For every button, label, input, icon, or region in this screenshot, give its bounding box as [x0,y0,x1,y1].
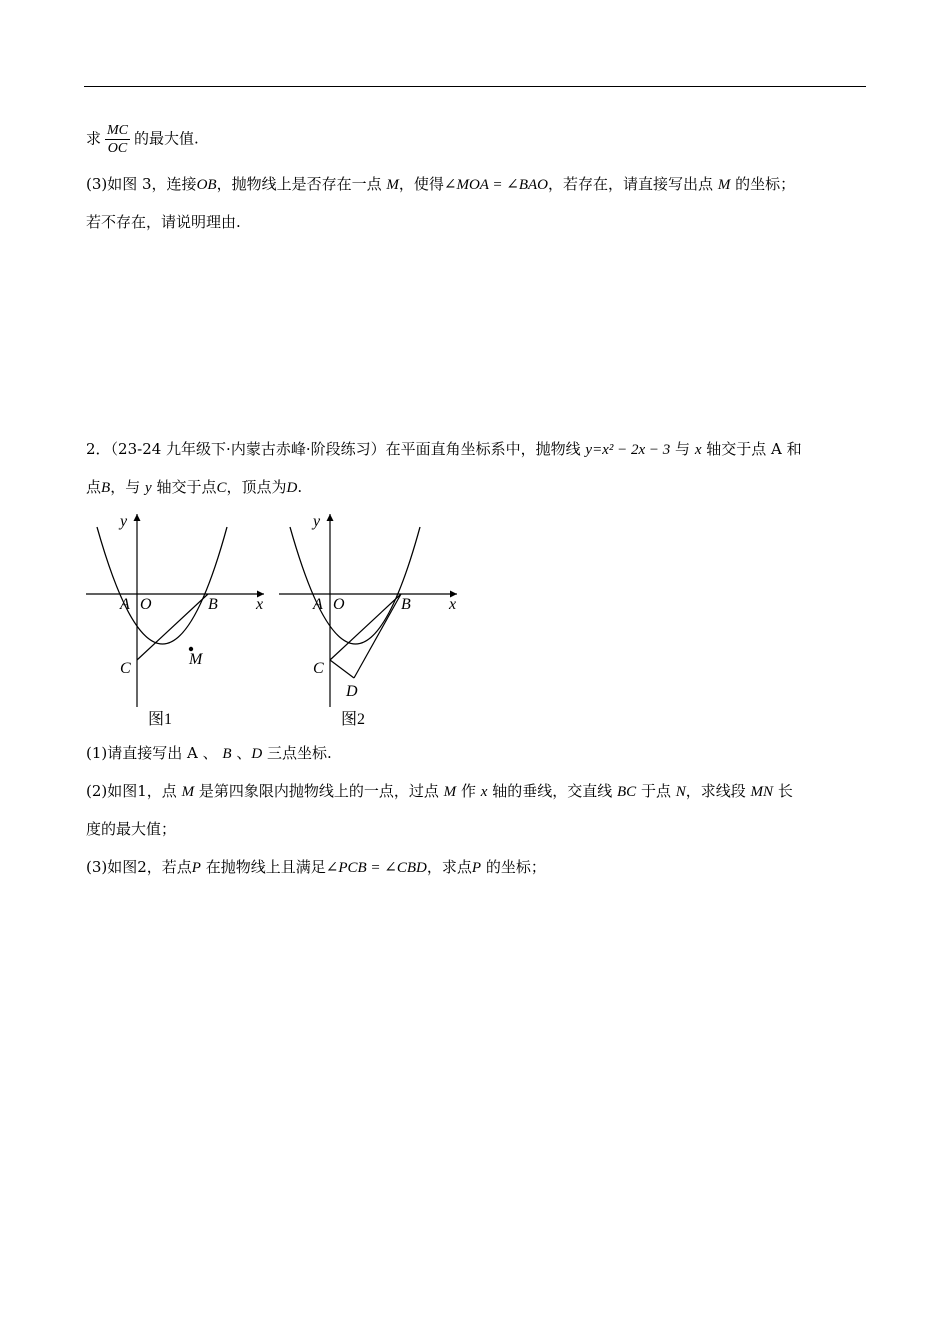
figure2-label-x: x [449,596,457,613]
text: 、 [236,744,252,762]
var-ob: OB [196,177,217,193]
figure1-label-x: x [256,596,264,613]
var-m: M [386,177,399,193]
var-n: N [675,784,686,800]
var-d: D [286,480,298,496]
text: ，若存在，请直接写出点 [548,175,714,193]
text: 三点坐标. [267,744,332,762]
figure2-label-o: O [333,596,345,613]
text: (3)如图2，若点 [86,858,192,876]
text: ，求点 [426,858,472,876]
figure2-label-b: B [401,596,411,613]
text: ，与 [110,478,141,496]
problem2-q3 [86,857,546,878]
text: 于点 [640,782,671,800]
figure2-line-cd [330,660,354,678]
figure1-label-m: M [189,651,203,668]
angle-equation: ∠PCB = ∠CBD [325,860,427,876]
var-m: M [443,784,457,800]
figure1-caption: 图1 [148,711,173,728]
figures-svg [86,512,476,732]
var-d: D [251,746,263,762]
text: . [297,478,303,496]
text: ，顶点为 [226,478,287,496]
problem2-q2 [86,781,793,802]
text: (1)请直接写出 A 、 [86,744,218,762]
var-c: C [216,480,227,496]
text: 的坐标； [485,858,546,876]
figure2-line-bd [354,594,401,678]
figure2-label-d: D [346,683,358,700]
figure1-label-y: y [120,513,128,530]
problem2-stem [86,439,802,460]
figure1-label-o: O [140,596,152,613]
text: 在平面直角坐标系中，抛物线 [385,440,581,458]
angle-equation: ∠MOA = ∠BAO [443,177,549,193]
text: 的最大值. [134,129,199,148]
text: ，抛物线上是否存在一点 [216,175,382,193]
figure2-caption: 图2 [341,711,366,728]
figure1-parabola [97,527,227,644]
var-mn: MN [750,784,774,800]
text: ，使得 [398,175,444,193]
problem-source: （23-24 九年级下·内蒙古赤峰·阶段练习） [110,440,386,458]
text: 轴交于点 A 和 [706,440,802,458]
fraction-denominator: OC [107,141,128,156]
text: 轴的垂线，交直线 [492,782,613,800]
var-b: B [101,480,111,496]
figure2 [279,513,457,728]
var-m: M [717,177,731,193]
text: (3)如图 3，连接 [86,175,197,193]
text: 与 [675,440,691,458]
figure2-label-c: C [313,660,324,677]
text: 的坐标； [735,175,796,193]
text: 求 [86,129,102,148]
problem2-stem-line2 [86,477,302,498]
parabola-equation: y=x² − 2x − 3 [585,442,671,458]
text: 在抛物线上且满足 [205,858,326,876]
figure2-parabola [290,527,420,644]
figure1-label-b: B [208,596,218,613]
problem2-q2-line2: 度的最大值； [86,820,177,838]
var-p: P [191,860,201,876]
text: (2)如图1，点 [86,782,177,800]
text: 是第四象限内抛物线上的一点，过点 [198,782,439,800]
figures [86,512,476,736]
header-rule [84,86,866,87]
problem1-continuation [86,122,199,157]
figure1-label-a: A [120,596,130,613]
var-m: M [181,784,195,800]
var-x: x [694,442,702,458]
text: ，求线段 [685,782,746,800]
problem1-part3 [86,174,795,195]
fraction-mc-oc [105,122,130,157]
text: 轴交于点 [156,478,217,496]
problem1-part3-line2: 若不存在，请说明理由. [86,213,241,231]
figure2-label-y: y [313,513,321,530]
var-b: B [222,746,232,762]
var-bc: BC [616,784,637,800]
figure1-label-c: C [120,660,131,677]
figure1 [86,513,264,728]
text: 长 [777,782,793,800]
fraction-numerator: MC [107,123,129,138]
problem-number: 2． [86,440,111,458]
text: 点 [86,478,102,496]
text: 作 [460,782,476,800]
var-y: y [144,480,152,496]
var-p: P [471,860,482,876]
figure2-label-a: A [313,596,323,613]
var-x: x [480,784,488,800]
problem2-q1 [86,743,332,764]
